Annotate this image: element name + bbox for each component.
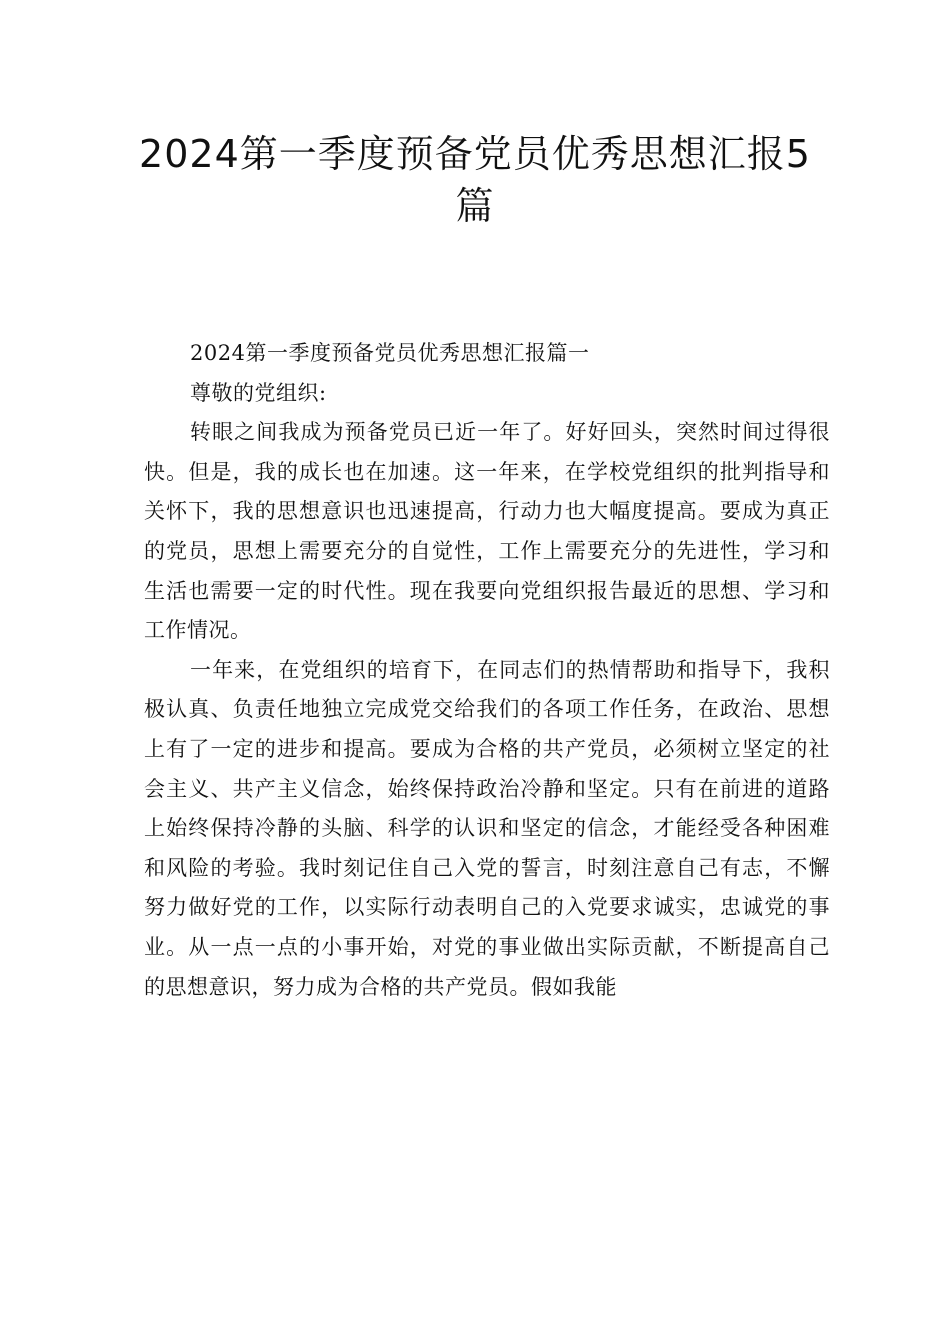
paragraph: 转眼之间我成为预备党员已近一年了。好好回头，突然时间过得很快。但是，我的成长也在加速。这一年来，在学校党组织的批判指导和关怀下，我的思想意识也迅速提高，行动力也大幅度提高。要成为真正的党员，思想上需要充分的自觉性，工作上需要充分的先进性，学习和生活也需要一定的时代性。现在我要向党组织报告最近的思想、学习和工作情况。	[144, 420, 830, 643]
document-title: 2024第一季度预备党员优秀思想汇报5篇	[139, 132, 811, 228]
document-body	[144, 334, 830, 1007]
salutation: 尊敬的党组织:	[190, 380, 327, 405]
paragraph: 一年来，在党组织的培育下，在同志们的热情帮助和指导下，我积极认真、负责任地独立完成党交给我们的各项工作任务，在政治、思想上有了一定的进步和提高。要成为合格的共产党员，必须树立坚定的社会主义、共产主义信念，始终保持政治冷静和坚定。只有在前进的道路上始终保持冷静的头脑、科学的认识和坚定的信念，才能经受各种困难和风险的考验。我时刻记住自己入党的誓言，时刻注意自己有志，不懈努力做好党的工作，以实际行动表明自己的入党要求诚实，忠诚党的事业。从一点一点的小事开始，对党的事业做出实际贡献，不断提高自己的思想意识，努力成为合格的共产党员。假如我能	[144, 657, 830, 999]
section-heading: 2024第一季度预备党员优秀思想汇报篇一	[190, 341, 590, 365]
